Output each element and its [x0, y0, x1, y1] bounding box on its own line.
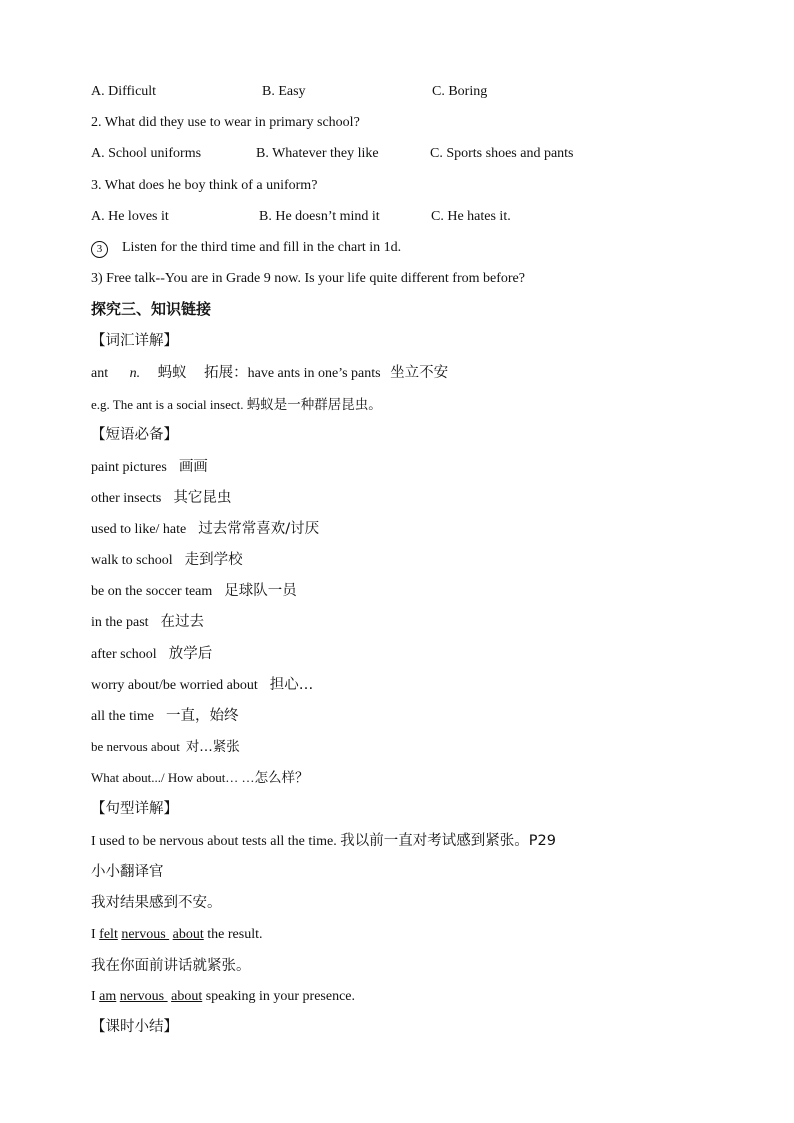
answer-blank: nervous [119, 989, 168, 1004]
translate-2-en [91, 988, 355, 1006]
phrase-item [91, 707, 238, 726]
phrase-en: worry about/be worried about [91, 678, 258, 693]
q2-question: 2. What did they use to wear in primary school? [91, 115, 360, 130]
answer-blank: nervous [121, 927, 170, 942]
answer-text: I [91, 989, 100, 1004]
q3-question: 3. What does he boy think of a uniform? [91, 178, 318, 193]
translate-1-en [91, 926, 262, 944]
answer-text: the result. [203, 927, 263, 942]
phrase-item [91, 769, 309, 787]
phrase-cn: 一直，始终 [165, 708, 239, 724]
q3-option-b: B. He doesn’t mind it [259, 209, 380, 224]
phrase-item [91, 458, 208, 477]
circled-number-3: 3 [91, 241, 108, 258]
free-talk: 3) Free talk--You are in Grade 9 now. Is your life quite different from before? [91, 271, 525, 286]
vocab-extend-meaning: 坐立不安 [390, 365, 449, 381]
phrase-item [91, 645, 212, 664]
phrase-item [91, 613, 204, 632]
vocab-heading: 【词汇详解】 [91, 333, 178, 349]
sentence-main [91, 832, 556, 851]
phrase-cn: 过去常常喜欢/讨厌 [198, 521, 320, 537]
vocab-word: ant [91, 366, 109, 381]
sentences-heading: 【句型详解】 [91, 801, 178, 817]
vocab-extend-label: 拓展： [204, 365, 248, 381]
phrases-heading: 【短语必备】 [91, 427, 178, 443]
vocab-pos: n. [129, 366, 141, 381]
phrase-item [91, 676, 313, 695]
q2-option-c: C. Sports shoes and pants [430, 146, 574, 161]
translate-1-cn: 我对结果感到不安。 [91, 895, 222, 911]
phrase-en: after school [91, 647, 157, 662]
phrase-cn: 画画 [178, 459, 208, 475]
phrase-cn: 其它昆虫 [173, 490, 232, 506]
section-title: 探究三、知识链接 [91, 300, 212, 318]
phrase-cn: 在过去 [160, 614, 205, 630]
phrase-cn: 走到学校 [184, 552, 243, 568]
phrase-item [91, 738, 240, 756]
phrase-en: other insects [91, 491, 162, 506]
phrase-en: all the time [91, 709, 154, 724]
phrase-item [91, 520, 319, 539]
answer-text: I [91, 927, 100, 942]
answer-blank: am [99, 989, 117, 1004]
answer-text: speaking in your presence. [202, 989, 356, 1004]
translator-label: 小小翻译官 [91, 864, 164, 880]
phrase-en: used to like/ hate [91, 522, 187, 537]
q3-option-c: C. He hates it. [431, 209, 511, 224]
phrase-cn: 担心… [269, 677, 314, 693]
answer-blank: felt [99, 927, 118, 942]
answer-blank: about [172, 927, 204, 942]
vocab-example-en: e.g. The ant is a social insect. [91, 397, 244, 412]
phrase-en: What about.../ How about… … [91, 770, 255, 785]
phrase-en: be on the soccer team [91, 584, 213, 599]
phrase-en: paint pictures [91, 460, 167, 475]
vocab-example-cn: 蚂蚁是一种群居昆虫。 [246, 397, 382, 413]
step3-text: Listen for the third time and fill in the chart in 1d. [122, 240, 402, 255]
q2-option-b: B. Whatever they like [256, 146, 379, 161]
sentence-main-en: I used to be nervous about tests all the time. [91, 834, 337, 849]
phrase-en: in the past [91, 615, 149, 630]
translate-2-cn: 我在你面前讲话就紧张。 [91, 958, 251, 974]
q1-option-c: C. Boring [432, 84, 488, 99]
summary-heading: 【课时小结】 [91, 1019, 178, 1035]
vocab-extend-phrase: have ants in one’s pants [247, 366, 381, 381]
phrase-en: walk to school [91, 553, 173, 568]
phrase-cn: 放学后 [168, 646, 213, 662]
q1-option-b: B. Easy [262, 84, 306, 99]
vocab-example [91, 396, 382, 414]
phrase-item [91, 551, 243, 570]
phrase-cn: 怎么样？ [254, 770, 309, 786]
phrase-en: be nervous about [91, 739, 180, 754]
phrase-cn: 对…紧张 [185, 739, 240, 755]
q1-option-a: A. Difficult [91, 84, 157, 99]
phrase-item [91, 489, 231, 508]
q2-option-a: A. School uniforms [91, 146, 202, 161]
q3-option-a: A. He loves it [91, 209, 169, 224]
listening-step-3 [91, 239, 401, 258]
sentence-main-cn: 我以前一直对考试感到紧张。P29 [340, 833, 556, 849]
vocab-entry [91, 364, 448, 383]
answer-blank: about [171, 989, 203, 1004]
vocab-meaning: 蚂蚁 [157, 365, 187, 381]
phrase-item [91, 582, 297, 601]
phrase-cn: 足球队一员 [224, 583, 297, 599]
